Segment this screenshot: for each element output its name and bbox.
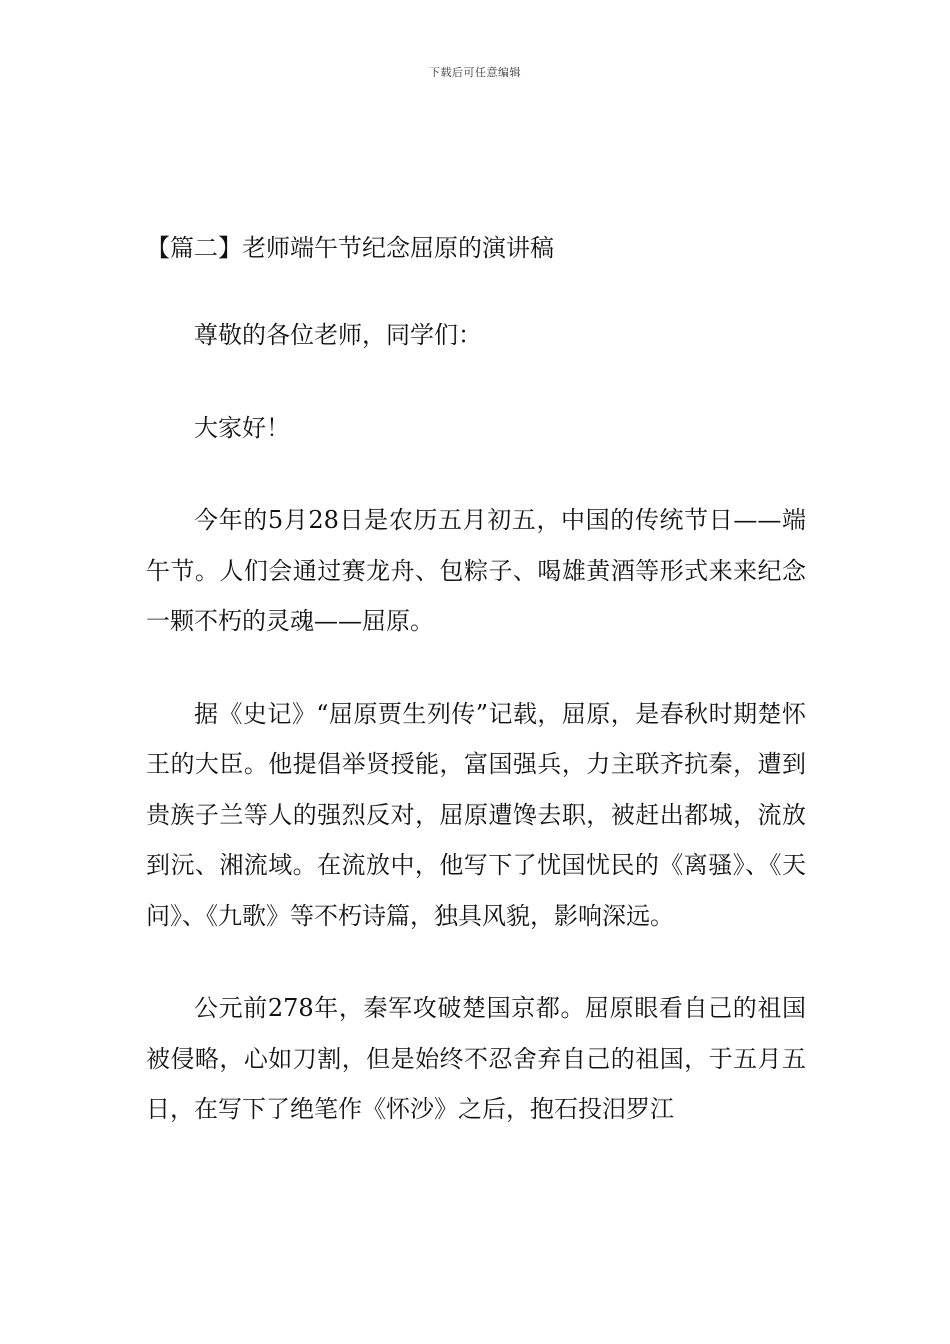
paragraph: 今年的5月28日是农历五月初五，中国的传统节日——端午节。人们会通过赛龙舟、包粽子、喝雄黄酒等形式来来纪念一颗不朽的灵魂——屈原。 <box>146 506 806 635</box>
document-title: 【篇二】老师端午节纪念屈原的演讲稿 <box>146 234 554 262</box>
document-body <box>146 226 806 1177</box>
paragraph: 据《史记》“屈原贾生列传”记载，屈原，是春秋时期楚怀王的大臣。他提倡举贤授能，富国强兵，力主联齐抗秦，遭到贵族子兰等人的强烈反对，屈原遭馋去职，被赶出都城，流放到沅、湘流域。在流放中，他写下了忧国忧民的《离骚》、《天问》、《九歌》等不朽诗篇，独具风貌，影响深远。 <box>146 699 806 930</box>
page-header-note: 下载后可任意编辑 <box>429 66 521 79</box>
paragraph: 公元前278年，秦军攻破楚国京都。屈原眼看自己的祖国被侵略，心如刀割，但是始终不忍舍弃自己的祖国，于五月五日，在写下了绝笔作《怀沙》之后，抱石投汨罗江 <box>146 994 806 1123</box>
paragraph-hello: 大家好！ <box>194 413 290 442</box>
paragraph-greeting: 尊敬的各位老师，同学们： <box>194 321 482 349</box>
